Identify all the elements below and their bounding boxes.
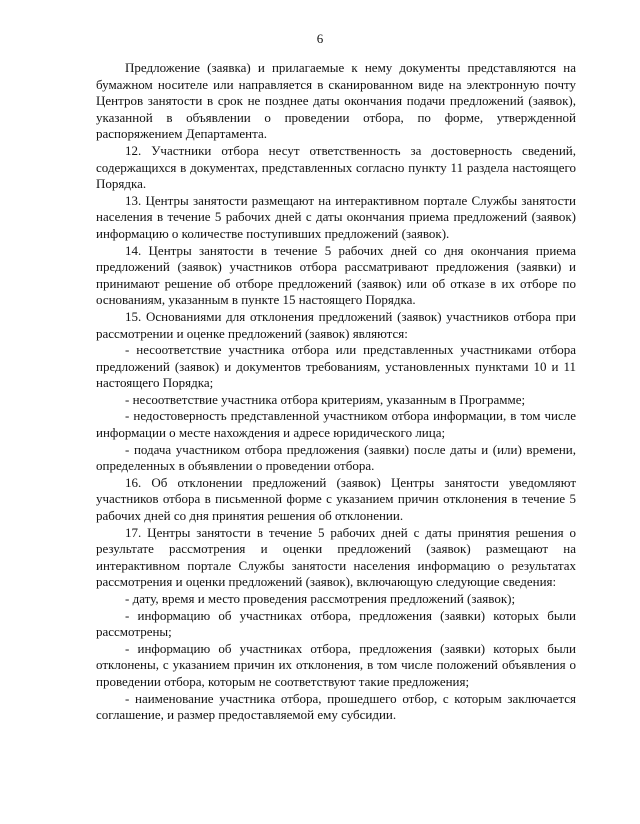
paragraph-15-rejection-grounds: 15. Основаниями для отклонения предложений (заявок) участников отбора при рассмотрении и оценке предложений (заявок) являются: bbox=[96, 308, 576, 341]
paragraph-16-notification: 16. Об отклонении предложений (заявок) Центры занятости уведомляют участников отбора в письменной форме с указанием причин отклонения в течение 5 рабочих дней со дня принятия решения об отклонении. bbox=[96, 474, 576, 524]
paragraph-13-portal-info: 13. Центры занятости размещают на интерактивном портале Службы занятости населения в течение 5 рабочих дней с даты окончания приема предложений (заявок) информацию о количестве поступивших предложений (заявок). bbox=[96, 192, 576, 241]
list-item-selected-participant: - наименование участника отбора, прошедшего отбор, с которым заключается соглашение, и размер предоставляемой ему субсидии. bbox=[96, 690, 576, 723]
paragraph-submission-format: Предложение (заявка) и прилагаемые к нему документы представляются на бумажном носителе или направляется в сканированном виде на электронную почту Центров занятости в срок не позднее даты окончания подачи предложений (заявок), указанной в объявлении о проведении отбора, по форме, утвержденной распоряжением Департамента. bbox=[96, 60, 576, 142]
list-item-false-information: - недостоверность представленной участником отбора информации, в том числе информации о месте нахождения и адресе юридического лица; bbox=[96, 408, 576, 441]
list-item-criteria-mismatch: - несоответствие участника отбора критериям, указанным в Программе; bbox=[125, 391, 526, 407]
paragraph-14-review: 14. Центры занятости в течение 5 рабочих дней со дня окончания приема предложений (заявок) участников отбора рассматривают предложения (заявки) и принимают решение об отборе предложений (заявок) или об отказе в их отборе по основаниям, указанным в пункте 15 настоящего Порядка. bbox=[96, 242, 576, 308]
list-item-requirements-mismatch: - несоответствие участника отбора или представленных участниками отбора предложений (заявок) и документов требованиям, установленных пунктами 10 и 11 настоящего Порядка; bbox=[96, 342, 576, 391]
document-body bbox=[96, 60, 576, 724]
paragraph-17-results: 17. Центры занятости в течение 5 рабочих дней с даты принятия решения о результате рассмотрения и оценки предложений (заявок) размещают на интерактивном портале Службы занятости населения информацию о результатах рассмотрения и оценки предложений (заявок), включающую следующие сведения: bbox=[96, 524, 576, 590]
list-item-late-submission: - подача участником отбора предложения (заявки) после даты и (или) времени, определенных в объявлении о проведении отбора. bbox=[96, 441, 576, 474]
list-item-rejected-participants: - информацию об участниках отбора, предложения (заявки) которых были отклонены, с указанием причин их отклонения, в том числе положений объявления о проведении отбора, которым не соответствуют такие предложения; bbox=[96, 640, 576, 689]
list-item-date-time-place: - дату, время и место проведения рассмотрения предложений (заявок); bbox=[125, 591, 516, 606]
page-number: 6 bbox=[316, 31, 324, 46]
paragraph-12-responsibility: 12. Участники отбора несут ответственность за достоверность сведений, содержащихся в документах, представленных согласно пункту 11 раздела настоящего Порядка. bbox=[96, 142, 576, 192]
list-item-reviewed-participants: - информацию об участниках отбора, предложения (заявки) которых были рассмотрены; bbox=[96, 607, 576, 640]
